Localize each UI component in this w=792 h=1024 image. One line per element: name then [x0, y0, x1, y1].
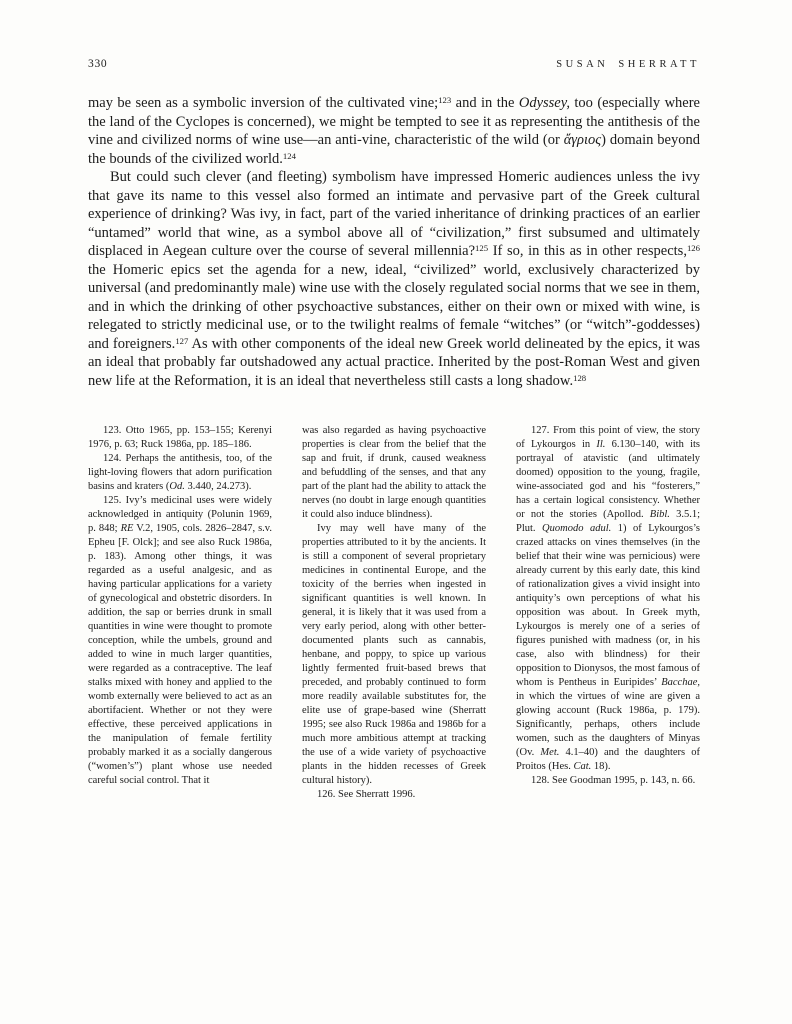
footnote-123: 123. Otto 1965, pp. 153–155; Kerenyi 1976, p. 63; Ruck 1986a, pp. 185–186.: [88, 425, 272, 450]
running-header: [88, 58, 700, 70]
footnote-127: 127. From this point of view, the story of Lykourgos in Il. 6.130–140, with its portrayal of atavistic (and ultimately doomed) opposition to the young, fragile, wine-associated god and his “fosterers,” has a certain logical consistency. Whether or not the stories (Apollod. Bibl. 3.5.1; Plut. Quomodo adul. 1) of Lykourgos’s crazed attacks on vines themselves (in the belief that their wine was pernicious) were already current by this early date, this kind of rationalization gives a vivid insight into antiquity’s own perceptions of what his opposition was about. In Greek myth, Lykourgos is merely one of a series of figures punished with madness (or, in his case, also with blindness) for their opposition to Dionysos, the most famous of whom is Pentheus in Euripides’ Bacchae, in which the virtues of wine are given a glowing account (Ruck 1986a, p. 179). Significantly, perhaps, others include women, such as the daughters of Minyas (Ov. Met. 4.1–40) and the daughters of Proitos (Hes. Cat. 18).: [516, 425, 700, 772]
footnote-column-2: [302, 424, 486, 802]
footnotes-section: [88, 424, 700, 802]
footnote-128: 128. See Goodman 1995, p. 143, n. 66.: [531, 775, 696, 786]
running-head-author: SUSAN SHERRATT: [556, 59, 700, 70]
main-text-block: [88, 94, 700, 390]
body-paragraph-2: But could such clever (and fleeting) symbolism have impressed Homeric audiences unless the ivy that gave its name to this vessel also formed an intimate and pervasive part of the Greek cultural experience of drinking? Was ivy, in fact, part of the varied inheritance of drinking practices of an earlier “untamed” world that wine, as a symbol above all of “civilization,” first subsumed and ultimately displaced in Aegean culture over the course of several millennia?$^{125}$ If so, in this as in other respects,$^{126}$ the Homeric epics set the agenda for a new, ideal, “civilized” world, exclusively characterized by universal (and predominantly male) wine use with the closely regulated social norms that we see in them, and in which the drinking of other psychoactive substances, either on their own or mixed with wine, is relegated to strictly medicinal use, or to the twilight realms of female “witches” (or “witch”-goddesses) and foreigners.$^{127}$ As with other components of the ideal new Greek world delineated by the epics, it was an ideal that probably far outshadowed any actual practice. Inherited by the post-Roman West and given new life at the Reformation, it is an ideal that nevertheless still casts a long shadow.$^{128}$: [88, 169, 700, 389]
footnote-125-second-paragraph: Ivy may well have many of the properties attributed to it by the ancients. It is still a component of several proprietary medicines in continental Europe, and the toxicity of the berries when ingested in significant quantities is well known. In general, it is likely that it was used from a very early period, along with other better-documented plants such as cannabis, henbane, and poppy, to spice up various lightly fermented fruit-based brews that preceded, and probably continued to form more readily available substitutes for, the elite use of grape-based wine (Sherratt 1995; see also Ruck 1986a and 1986b for a much more ambitious attempt at tracking the use of a wide variety of psychoactive plants in the hidden recesses of Greek cultural history).: [302, 523, 486, 786]
body-paragraph-1: may be seen as a symbolic inversion of the cultivated vine;$^{123}$ and in the Odyssey, too (especially where the land of the Cyclopes is concerned), we might be tempted to see it as representing the antithesis of the vine and civilized norms of wine use—an anti-vine, characteristic of the wild (or ἄγριος) domain beyond the bounds of the civilized world.$^{124}$: [88, 95, 700, 167]
page-number: 330: [88, 58, 108, 70]
footnote-126: 126. See Sherratt 1996.: [317, 789, 416, 800]
footnote-column-3: [516, 424, 700, 802]
footnote-column-1: [88, 424, 272, 802]
footnote-124: 124. Perhaps the antithesis, too, of the light-loving flowers that adorn purification basins and kraters (Od. 3.440, 24.273).: [88, 453, 272, 492]
footnote-125-continuation: was also regarded as having psychoactive properties is clear from the belief that the sap and fruit, if drunk, caused weakness and befuddling of the senses, and that any part of the plant had the ability to attack the nerves (no doubt in large enough quantities it could also induce blindness).: [302, 425, 486, 520]
footnote-125: 125. Ivy’s medicinal uses were widely acknowledged in antiquity (Polunin 1969, p. 848; RE V.2, 1905, cols. 2826–2847, s.v. Epheu [F. Olck]; and see also Ruck 1986a, p. 183). Among other things, it was regarded as a useful analgesic, and as having particular applications for a variety of gynecological and obstetric disorders. In addition, the sap or berries drunk in small quantities in wine were thought to promote conception, while the umbels, ground and added to wine in much larger quantities, were regarded as a contraceptive. The leaf stalks mixed with honey and applied to the womb externally were believed to act as an abortifacient. Whether or not they were effective, these perceived applications in the manipulation of female fertility probably marked it as a socially dangerous (“women’s”) plant whose use needed careful social control. That it: [88, 495, 273, 786]
